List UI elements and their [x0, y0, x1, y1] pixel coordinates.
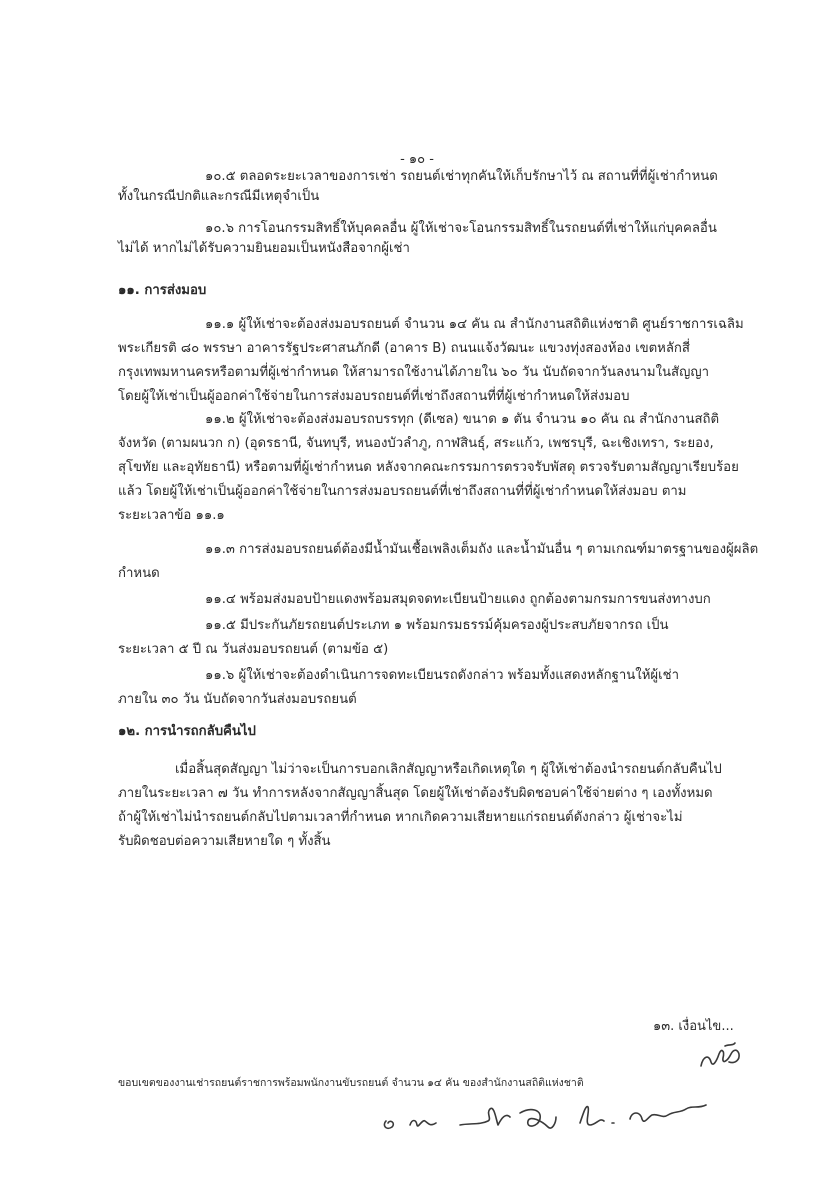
clause-11-6-line: ๑๑.๖ ผู้ให้เช่าจะต้องดำเนินการจดทะเบียนรถดังกล่าว พร้อมทั้งแสดงหลักฐานให้ผู้เช่า	[205, 668, 680, 683]
clause-11-4-line: ๑๑.๔ พร้อมส่งมอบป้ายแดงพร้อมสมุดจดทะเบียนป้ายแดง ถูกต้องตามกรมการขนส่งทางบก	[205, 592, 711, 607]
clause-11-2-line: สุโขทัย และอุทัยธานี) หรือตามที่ผู้เช่ากำหนด หลังจากคณะกรรมการตรวจรับพัสดุ ตรวจรับตามสัญญาเรียบร้อย	[118, 460, 739, 475]
clause-11-2-line: จังหวัด (ตามผนวก ก) (อุดรธานี, จันทบุรี, หนองบัวลำภู, กาฬสินธุ์, สระแก้ว, เพชรบุรี, ฉะเชิงเทรา, ระยอง,	[118, 436, 714, 451]
clause-11-1-line: กรุงเทพมหานครหรือตามที่ผู้เช่ากำหนด ให้สามารถใช้งานได้ภายใน ๖๐ วัน นับถัดจากวันลงนามในสัญญา	[118, 365, 709, 380]
clause-10-6-line-1: ๑๐.๖ การโอนกรรมสิทธิ์ให้บุคคลอื่น ผู้ให้เช่าจะโอนกรรมสิทธิ์ในรถยนต์ที่เช่าให้แก่บุคคลอื่น	[205, 221, 717, 236]
clause-12-line: เมื่อสิ้นสุดสัญญา ไม่ว่าจะเป็นการบอกเลิกสัญญาหรือเกิดเหตุใด ๆ ผู้ให้เช่าต้องนำรถยนต์กลับคืนไป	[175, 762, 722, 777]
clause-11-5-line: ๑๑.๕ มีประกันภัยรถยนต์ประเภท ๑ พร้อมกรมธรรม์คุ้มครองผู้ประสบภัยจากรถ เป็น	[205, 618, 669, 633]
clause-11-2-line: แล้ว โดยผู้ให้เช่าเป็นผู้ออกค่าใช้จ่ายในการส่งมอบรถยนต์ที่เช่าถึงสถานที่ที่ผู้เช่ากำหนดให้ส่งมอบ ตาม	[118, 484, 687, 499]
initials-signature	[695, 1040, 745, 1072]
clause-12-line: รับผิดชอบต่อความเสียหายใด ๆ ทั้งสิ้น	[118, 834, 331, 849]
clause-11-1-line: โดยผู้ให้เช่าเป็นผู้ออกค่าใช้จ่ายในการส่งมอบรถยนต์ที่เช่าถึงสถานที่ที่ผู้เช่ากำหนดให้ส่งมอบ	[118, 389, 630, 404]
footer-text: ขอบเขตของงานเช่ารถยนต์ราชการพร้อมพนักงานขับรถยนต์ จำนวน ๑๔ คัน ของสำนักงานสถิติแห่งชาติ	[118, 1077, 584, 1089]
committee-signatures	[380, 1095, 725, 1145]
clause-11-5-line: ระยะเวลา ๕ ปี ณ วันส่งมอบรถยนต์ (ตามข้อ ๕)	[118, 642, 389, 657]
page-number: - ๑๐ -	[400, 152, 434, 167]
section-12-heading: ๑๒. การนำรถกลับคืนไป	[118, 724, 256, 739]
clause-11-3-line: กำหนด	[118, 566, 160, 581]
clause-11-3-line: ๑๑.๓ การส่งมอบรถยนต์ต้องมีน้ำมันเชื้อเพลิงเต็มถัง และน้ำมันอื่น ๆ ตามเกณฑ์มาตรฐานของผู้ผลิต	[205, 542, 759, 557]
clause-12-line: ถ้าผู้ให้เช่าไม่นำรถยนต์กลับไปตามเวลาที่กำหนด หากเกิดความเสียหายแก่รถยนต์ดังกล่าว ผู้เช่าจะไม่	[118, 810, 683, 825]
clause-10-5-line-1: ๑๐.๕ ตลอดระยะเวลาของการเช่า รถยนต์เช่าทุกคันให้เก็บรักษาไว้ ณ สถานที่ที่ผู้เช่ากำหนด	[205, 169, 718, 184]
clause-12-line: ภายในระยะเวลา ๗ วัน ทำการหลังจากสัญญาสิ้นสุด โดยผู้ให้เช่าต้องรับผิดชอบค่าใช้จ่ายต่าง ๆ เองทั้งหมด	[118, 786, 713, 801]
clause-11-6-line: ภายใน ๓๐ วัน นับถัดจากวันส่งมอบรถยนต์	[118, 692, 357, 707]
clause-10-5-line-2: ทั้งในกรณีปกติและกรณีมีเหตุจำเป็น	[118, 189, 320, 204]
section-11-heading: ๑๑. การส่งมอบ	[118, 283, 207, 298]
clause-11-2-line: ๑๑.๒ ผู้ให้เช่าจะต้องส่งมอบรถบรรทุก (ดีเซล) ขนาด ๑ ตัน จำนวน ๑๐ คัน ณ สำนักงานสถิติ	[205, 412, 720, 427]
clause-11-2-line: ระยะเวลาข้อ ๑๑.๑	[118, 508, 225, 523]
clause-11-1-line: พระเกียรติ ๘๐ พรรษา อาคารรัฐประศาสนภักดี (อาคาร B) ถนนแจ้งวัฒนะ แขวงทุ่งสองห้อง เขตหลักสี่	[118, 341, 690, 356]
clause-10-6-line-2: ไม่ได้ หากไม่ได้รับความยินยอมเป็นหนังสือจากผู้เช่า	[118, 241, 410, 256]
continuation-note: ๑๓. เงื่อนไข...	[653, 1019, 734, 1034]
clause-11-1-line: ๑๑.๑ ผู้ให้เช่าจะต้องส่งมอบรถยนต์ จำนวน ๑๔ คัน ณ สำนักงานสถิติแห่งชาติ ศูนย์ราชการเฉลิม	[205, 317, 744, 332]
